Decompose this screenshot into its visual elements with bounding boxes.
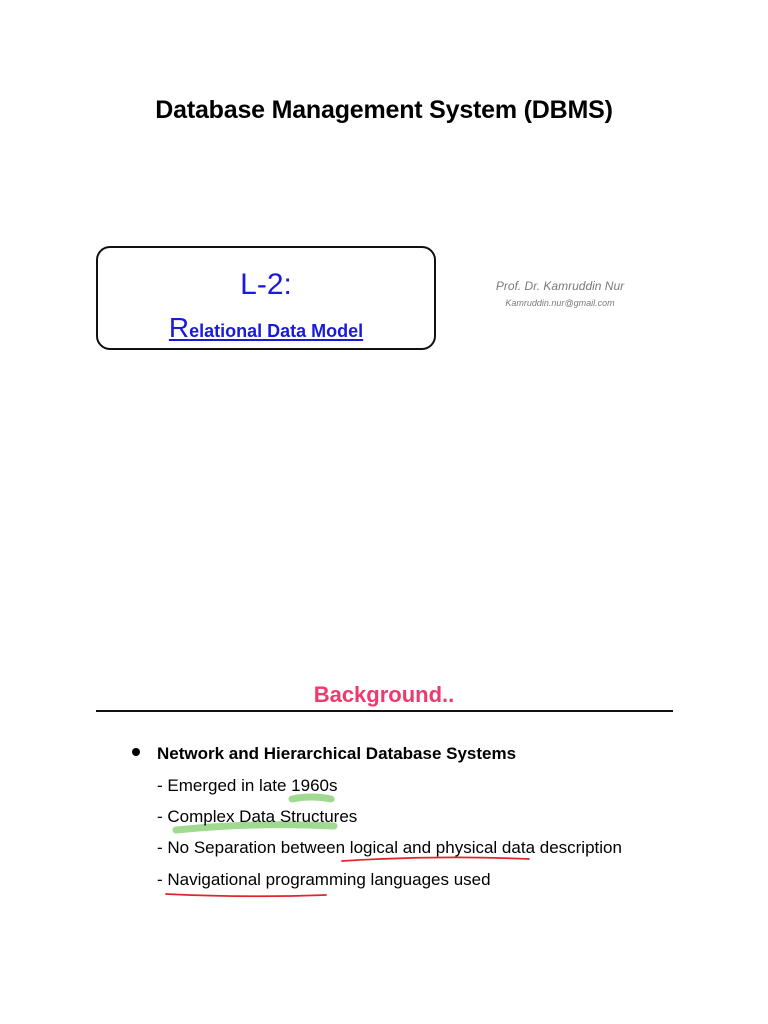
list-item: - Navigational programming languages used: [157, 870, 491, 889]
author-name: Prof. Dr. Kamruddin Nur: [495, 279, 625, 293]
green-highlight-1960s: [292, 797, 331, 799]
lecture-code: L-2:: [240, 268, 292, 301]
document-title: Database Management System (DBMS): [155, 96, 613, 124]
author-email: Kamruddin.nur@gmail.com: [505, 298, 615, 308]
bullet-title: Network and Hierarchical Database Systems: [157, 744, 517, 763]
red-underline-navigational: [166, 894, 326, 896]
bullet-dot: [132, 748, 140, 756]
background-slide: [0, 660, 768, 1024]
lecture-title-initial: R: [168, 312, 190, 343]
lecture-title: [98, 312, 434, 344]
list-item: - Complex Data Structures: [157, 807, 358, 826]
list-item: - No Separation between logical and physical data description: [157, 838, 622, 857]
lecture-title-rest: elational Data Model: [189, 321, 364, 341]
background-heading: Background..: [313, 682, 455, 707]
heading-divider: [96, 710, 673, 712]
lecture-box: [96, 246, 436, 350]
list-item: - Emerged in late 1960s: [157, 776, 338, 795]
lecture-title-text: [168, 312, 364, 343]
